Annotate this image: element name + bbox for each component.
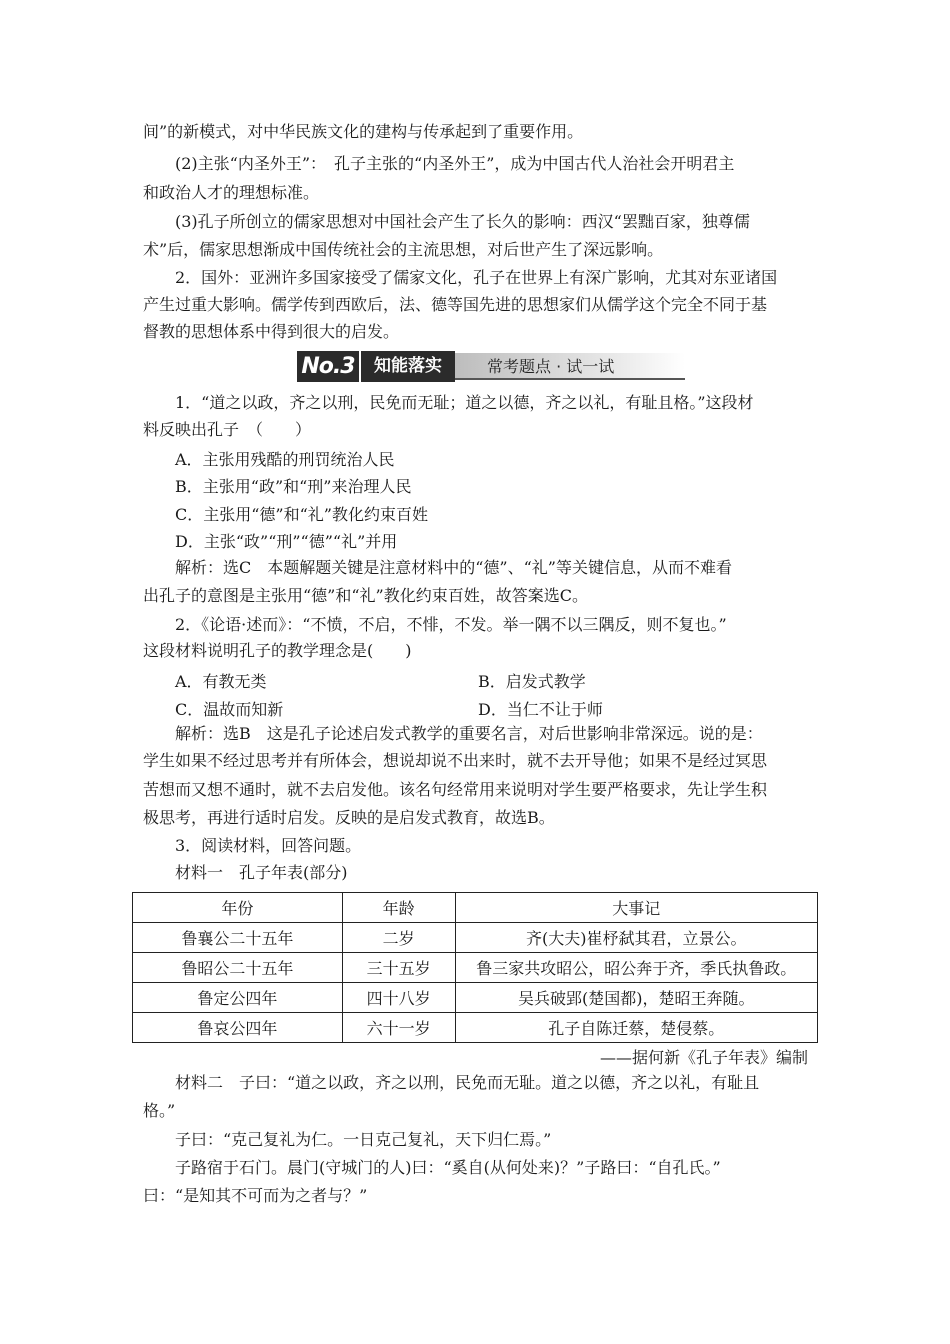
table-cell: 鲁襄公二十五年: [133, 923, 343, 953]
para-line: 2．国外：亚洲许多国家接受了儒家文化，孔子在世界上有深广影响，尤其对东亚诸国: [175, 268, 778, 287]
column-header: 大事记: [455, 893, 818, 923]
table-cell: 四十八岁: [342, 983, 455, 1013]
column-header: 年龄: [342, 893, 455, 923]
section-banner: [297, 351, 685, 382]
question-1-stem: 1．“道之以政，齐之以刑，民免而无耻；道之以德，齐之以礼，有耻且格。”这段材: [175, 393, 754, 412]
option-a: A．有教无类: [175, 672, 267, 691]
answer-explanation: 苦想而又想不通时，就不去启发他。该名句经常用来说明对学生要严格要求，先让学生积: [143, 780, 768, 799]
material-2-text: 子路宿于石门。晨门(守城门的人)曰：“奚自(从何处来)？”子路曰：“自孔氏。”: [175, 1158, 721, 1177]
section-subtitle: 常考题点 · 试一试: [487, 357, 615, 376]
option-d: D．主张“政”“刑”“德”“礼”并用: [175, 532, 398, 551]
answer-explanation: 出孔子的意图是主张用“德”和“礼”教化约束百姓，故答案选C。: [143, 586, 588, 605]
para-line: (2)主张“内圣外王”： 孔子主张的“内圣外王”，成为中国古代人治社会开明君主: [175, 154, 735, 173]
material-1-title: 材料一 孔子年表(部分): [175, 863, 348, 882]
para-line: 督教的思想体系中得到很大的启发。: [143, 322, 400, 341]
table-row: [133, 1013, 818, 1043]
table-cell: 齐(大夫)崔杼弑其君，立景公。: [455, 923, 818, 953]
table-header-row: [133, 893, 818, 923]
table-row: [133, 953, 818, 983]
section-number: No.3: [297, 351, 359, 382]
para-line: (3)孔子所创立的儒家思想对中国社会产生了长久的影响：西汉“罢黜百家，独尊儒: [175, 212, 750, 231]
question-2-stem: 2．《论语·述而》：“不愤，不启，不悱，不发。举一隅不以三隅反，则不复也。”: [175, 615, 727, 634]
answer-explanation: 学生如果不经过思考并有所体会，想说却说不出来时，就不去开导他；如果不是经过冥思: [143, 751, 768, 770]
option-a: A．主张用残酷的刑罚统治人民: [175, 450, 395, 469]
table-cell: 鲁三家共攻昭公，昭公奔于齐，季氏执鲁政。: [455, 953, 818, 983]
table-cell: 孔子自陈迁蔡，楚侵蔡。: [455, 1013, 818, 1043]
table-cell: 吴兵破郢(楚国都)，楚昭王奔随。: [455, 983, 818, 1013]
option-d: D．当仁不让于师: [478, 700, 603, 719]
question-3-stem: 3．阅读材料，回答问题。: [175, 836, 362, 855]
section-title: 知能落实: [359, 351, 455, 382]
para-line: 间”的新模式，对中华民族文化的建构与传承起到了重要作用。: [143, 122, 584, 141]
table-cell: 鲁哀公四年: [133, 1013, 343, 1043]
table-source: ——据何新《孔子年表》编制: [599, 1048, 808, 1067]
table-cell: 二岁: [342, 923, 455, 953]
material-2-text: 材料二 子曰：“道之以政，齐之以刑，民免而无耻。道之以德，齐之以礼，有耻且: [175, 1073, 760, 1092]
table-cell: 鲁昭公二十五年: [133, 953, 343, 983]
material-2-text: 格。”: [143, 1101, 176, 1120]
table-cell: 六十一岁: [342, 1013, 455, 1043]
para-line: 产生过重大影响。儒学传到西欧后，法、德等国先进的思想家们从儒学这个完全不同于基: [143, 295, 768, 314]
answer-explanation: 解析：选B 这是孔子论述启发式教学的重要名言，对后世影响非常深远。说的是：: [175, 724, 763, 743]
material-2-text: 子曰：“克己复礼为仁。一日克己复礼，天下归仁焉。”: [175, 1130, 552, 1149]
para-line: 术”后，儒家思想渐成中国传统社会的主流思想，对后世产生了深远影响。: [143, 240, 664, 259]
table-cell: 鲁定公四年: [133, 983, 343, 1013]
table-row: [133, 923, 818, 953]
material-2-text: 曰：“是知其不可而为之者与？”: [143, 1186, 368, 1205]
table-row: [133, 983, 818, 1013]
option-b: B．启发式教学: [478, 672, 586, 691]
option-b: B．主张用“政”和“刑”来治理人民: [175, 477, 412, 496]
para-line: 和政治人才的理想标准。: [143, 183, 320, 202]
answer-explanation: 极思考，再进行适时启发。反映的是启发式教育，故选B。: [143, 808, 555, 827]
option-c: C．温故而知新: [175, 700, 284, 719]
table-cell: 三十五岁: [342, 953, 455, 983]
answer-explanation: 解析：选C 本题解题关键是注意材料中的“德”、“礼”等关键信息，从而不难看: [175, 558, 732, 577]
chronology-table: [132, 892, 818, 1043]
question-1-stem: 料反映出孔子 （ ）: [143, 420, 312, 439]
option-c: C．主张用“德”和“礼”教化约束百姓: [175, 505, 428, 524]
question-2-stem: 这段材料说明孔子的教学理念是( ): [143, 641, 412, 660]
column-header: 年份: [133, 893, 343, 923]
